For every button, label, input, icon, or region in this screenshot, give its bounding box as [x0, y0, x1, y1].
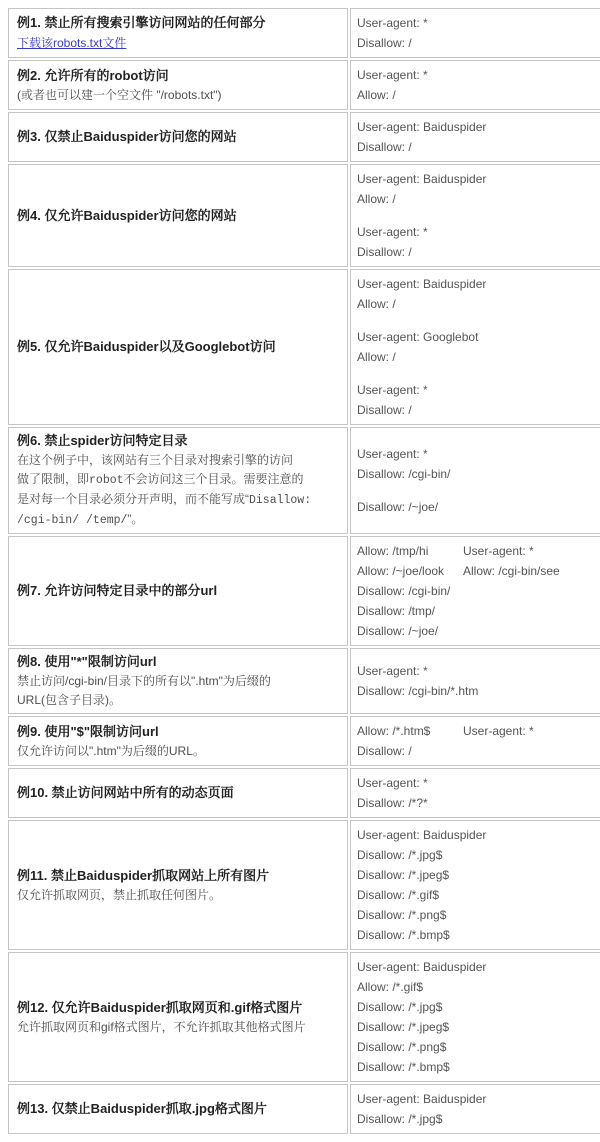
desc-text: 做了限制，即: [17, 472, 90, 486]
inline-code-text: robot: [89, 474, 124, 487]
table-row: [8, 164, 600, 267]
table-row: [8, 716, 600, 766]
example-description-cell: [8, 112, 348, 162]
desc-text: 是对每一个目录必须分开声明，而不能写成“: [17, 492, 249, 506]
directive-line: Disallow: /: [357, 36, 412, 50]
example-description-cell: [8, 269, 348, 425]
directive-line: Allow: /*.gif$: [357, 980, 424, 994]
example-desc-line: 允许抓取网页和gif格式图片，不允许抓取其他格式图片: [17, 1019, 306, 1034]
table-row: [8, 768, 600, 818]
example-title: 例8. 使用"*"限制访问url: [17, 654, 157, 669]
inline-code-text: /cgi-bin/ /temp/: [17, 514, 128, 527]
directives-column: [357, 721, 463, 761]
directives-column: [463, 721, 600, 741]
example-title: 例11. 禁止Baiduspider抓取网站上所有图片: [17, 867, 270, 883]
desc-text: ”。: [127, 512, 144, 526]
directive-line: User-agent: Baiduspider: [357, 1092, 487, 1106]
example-description-cell: [8, 1084, 348, 1134]
directive-line: User-agent: *: [357, 447, 428, 461]
directives-two-columns: [357, 721, 600, 761]
robots-directives-cell: [350, 768, 600, 818]
directive-line: User-agent: *: [463, 544, 534, 558]
directive-line: User-agent: Baiduspider: [357, 960, 487, 974]
example-description-cell: [8, 768, 348, 818]
example-title: 例10. 禁止访问网站中所有的动态页面: [17, 785, 234, 800]
example-title: 例12. 仅允许Baiduspider抓取网页和.gif格式图片: [17, 999, 303, 1015]
example-title: 例9. 使用"$"限制访问url: [17, 723, 159, 739]
example-description-cell: [8, 427, 348, 534]
example-title: 例7. 允许访问特定目录中的部分url: [17, 583, 218, 598]
robots-directives-cell: [350, 952, 600, 1082]
directive-line: Disallow: /*.jpg$: [357, 1112, 443, 1126]
blank-line: [357, 484, 600, 497]
directive-line: Disallow: /cgi-bin/: [357, 584, 451, 598]
directive-line: Disallow: /*.png$: [357, 908, 447, 922]
table-row: [8, 112, 600, 162]
table-row: [8, 952, 600, 1082]
directive-line: User-agent: *: [357, 776, 428, 790]
directive-line: Allow: /: [357, 88, 396, 102]
directive-line: Allow: /: [357, 350, 396, 364]
directive-line: User-agent: *: [357, 68, 428, 82]
directive-line: Disallow: /*.png$: [357, 1040, 447, 1054]
robots-directives-cell: [350, 164, 600, 267]
directive-line: Disallow: /: [357, 403, 412, 417]
directive-line: Disallow: /*.jpg$: [357, 848, 443, 862]
directives-column: [463, 541, 600, 581]
directive-line: Disallow: /cgi-bin/*.htm: [357, 684, 479, 698]
directive-line: Disallow: /*?*: [357, 796, 428, 810]
directive-line: Disallow: /~joe/: [357, 624, 439, 638]
example-desc-line: [17, 490, 339, 510]
robots-directives-cell: [350, 8, 600, 58]
directive-line: Allow: /: [357, 192, 396, 206]
example-desc-line: 仅允许抓取网页，禁止抓取任何图片。: [17, 887, 222, 902]
directive-line: User-agent: Baiduspider: [357, 277, 487, 291]
example-title: 例6. 禁止spider访问特定目录: [17, 433, 188, 448]
example-description-cell: [8, 164, 348, 267]
robots-examples-table-body: [8, 8, 600, 1134]
blank-line: [357, 314, 600, 327]
desc-text: 在这个例子中，该网站有三个目录对搜索引擎的访问: [17, 453, 294, 467]
directive-line: User-agent: *: [357, 225, 428, 239]
example-desc-line: 禁止访问/cgi-bin/目录下的所有以".htm"为后缀的: [17, 674, 271, 688]
directive-line: Disallow: /tmp/: [357, 604, 436, 618]
directive-line: Disallow: /*.bmp$: [357, 928, 450, 942]
directive-line: Allow: /tmp/hi: [357, 544, 429, 558]
directives-two-columns: [357, 541, 600, 641]
directive-line: Disallow: /~joe/: [357, 500, 439, 514]
directive-line: User-agent: *: [357, 664, 428, 678]
inline-code-text: Disallow:: [249, 494, 312, 507]
directive-line: Disallow: /*.jpeg$: [357, 1020, 450, 1034]
robots-txt-download-link[interactable]: 下载该robots.txt文件: [17, 36, 127, 50]
directive-line: Allow: /~joe/look: [357, 564, 445, 578]
directive-line: Disallow: /: [357, 245, 412, 259]
directive-line: User-agent: Baiduspider: [357, 828, 487, 842]
robots-directives-cell: [350, 60, 600, 110]
example-description-cell: [8, 60, 348, 110]
example-desc-line: [17, 470, 339, 490]
blank-line: [357, 209, 600, 222]
table-row: [8, 648, 600, 714]
example-title: 例4. 仅允许Baiduspider访问您的网站: [17, 207, 237, 223]
example-title: 例1. 禁止所有搜索引擎访问网站的任何部分: [17, 15, 266, 30]
directive-line: Allow: /*.htm$: [357, 724, 431, 738]
robots-examples-table: [6, 6, 600, 1136]
directive-line: User-agent: Baiduspider: [357, 172, 487, 186]
directive-line: Disallow: /cgi-bin/: [357, 467, 451, 481]
directive-line: Disallow: /*.bmp$: [357, 1060, 450, 1074]
example-title: 例3. 仅禁止Baiduspider访问您的网站: [17, 129, 237, 144]
example-description-cell: [8, 8, 348, 58]
directive-line: User-agent: *: [357, 16, 428, 30]
example-title: 例5. 仅允许Baiduspider以及Googlebot访问: [17, 339, 276, 354]
directive-line: Allow: /cgi-bin/see: [463, 564, 560, 578]
directive-line: Allow: /: [357, 297, 396, 311]
robots-directives-cell: [350, 716, 600, 766]
directive-line: User-agent: *: [463, 724, 534, 738]
table-row: [8, 820, 600, 950]
example-desc-line: [17, 451, 339, 470]
directive-line: User-agent: *: [357, 383, 428, 397]
directive-line: User-agent: Baiduspider: [357, 120, 487, 134]
directive-line: Disallow: /: [357, 140, 412, 154]
example-description-cell: [8, 648, 348, 714]
table-row: [8, 427, 600, 534]
directive-line: Disallow: /*.jpeg$: [357, 868, 450, 882]
example-desc-line: URL(包含子目录)。: [17, 693, 121, 707]
robots-directives-cell: [350, 820, 600, 950]
table-row: [8, 269, 600, 425]
example-description-cell: [8, 536, 348, 646]
desc-text: 不会访问这三个目录。需要注意的: [123, 472, 304, 486]
example-desc-line: (或者也可以建一个空文件 "/robots.txt"): [17, 87, 222, 102]
example-title: 例13. 仅禁止Baiduspider抓取.jpg格式图片: [17, 1101, 267, 1116]
table-row: [8, 8, 600, 58]
robots-directives-cell: [350, 269, 600, 425]
example-description-cell: [8, 952, 348, 1082]
robots-directives-cell: [350, 536, 600, 646]
robots-directives-cell: [350, 427, 600, 534]
robots-directives-cell: [350, 112, 600, 162]
link-line: [17, 33, 339, 53]
example-description-cell: [8, 820, 348, 950]
example-desc-line: [17, 510, 339, 530]
directives-column: [357, 541, 463, 641]
blank-line: [357, 367, 600, 380]
robots-directives-cell: [350, 1084, 600, 1134]
directive-line: Disallow: /: [357, 744, 412, 758]
table-row: [8, 536, 600, 646]
example-title: 例2. 允许所有的robot访问: [17, 67, 169, 83]
directive-line: Disallow: /*.jpg$: [357, 1000, 443, 1014]
directive-line: Disallow: /*.gif$: [357, 888, 440, 902]
table-row: [8, 1084, 600, 1134]
directive-line: User-agent: Googlebot: [357, 330, 479, 344]
example-desc-line: 仅允许访问以".htm"为后缀的URL。: [17, 743, 205, 758]
robots-directives-cell: [350, 648, 600, 714]
example-description-cell: [8, 716, 348, 766]
table-row: [8, 60, 600, 110]
